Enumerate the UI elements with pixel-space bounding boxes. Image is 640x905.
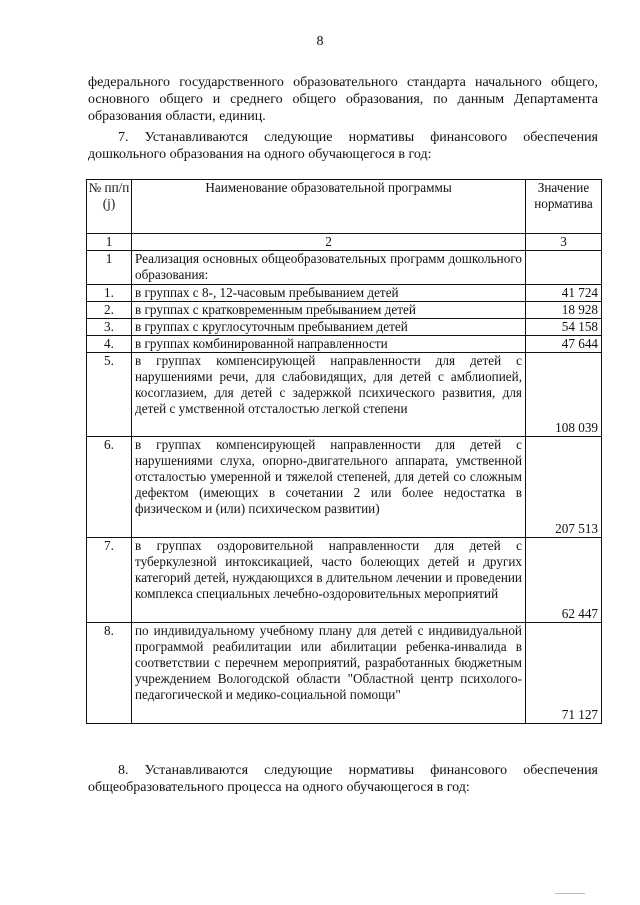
row-program-name: в группах с круглосуточным пребыванием детей xyxy=(132,319,526,336)
row-number: 1. xyxy=(87,285,132,302)
row-number: 7. xyxy=(87,538,132,623)
column-number-1: 1 xyxy=(87,234,132,251)
table-row xyxy=(87,336,602,353)
header-program-name: Наименование образовательной программы xyxy=(132,180,526,234)
row-number: 4. xyxy=(87,336,132,353)
row-program-name: в группах комбинированной направленности xyxy=(132,336,526,353)
row-number: 3. xyxy=(87,319,132,336)
table-row xyxy=(87,319,602,336)
row-value: 41 724 xyxy=(526,285,602,302)
header-value: Значение норматива xyxy=(526,180,602,234)
row-program-name: в группах оздоровительной направленности для детей с туберкулезной интоксикацией, часто болеющих детей и других категорий детей, нуждающихся в длительном лечении и проведении комплекса специальных лечебно-оздоровительных мероприятий xyxy=(132,538,526,623)
row-value: 62 447 xyxy=(526,538,602,623)
column-number-3: 3 xyxy=(526,234,602,251)
row-program-name: Реализация основных общеобразовательных программ дошкольного образования: xyxy=(132,251,526,285)
table-row xyxy=(87,353,602,437)
row-number: 8. xyxy=(87,623,132,724)
page-number: 8 xyxy=(316,34,324,49)
row-program-name: в группах с 8-, 12-часовым пребыванием детей xyxy=(132,285,526,302)
row-program-name: в группах с кратковременным пребыванием детей xyxy=(132,302,526,319)
row-number: 6. xyxy=(87,437,132,538)
row-value: 18 928 xyxy=(526,302,602,319)
column-number-2: 2 xyxy=(132,234,526,251)
table-row xyxy=(87,437,602,538)
paragraph-continuation: федерального государственного образовательного стандарта начального общего, основного общего и среднего общего образования, по данным Департамента образования области, единиц. xyxy=(88,75,598,124)
row-program-name: по индивидуальному учебному плану для детей с индивидуальной программой реабилитации или абилитации ребенка-инвалида в соответствии с перечнем мероприятий, разработанных бюджетным учреждением Вологодской области "Областной центр психолого-педагогической и медико-социальной помощи" xyxy=(132,623,526,724)
table-row xyxy=(87,285,602,302)
header-number: № пп/п (j) xyxy=(87,180,132,234)
row-value: 108 039 xyxy=(526,353,602,437)
row-value xyxy=(526,251,602,285)
paragraph-item-7: 7. Устанавливаются следующие нормативы финансового обеспечения дошкольного образования на одного обучающегося в год: xyxy=(88,130,598,162)
scan-mark xyxy=(555,893,585,900)
row-value: 207 513 xyxy=(526,437,602,538)
table-row xyxy=(87,623,602,724)
row-value: 54 158 xyxy=(526,319,602,336)
table-column-numbers-row xyxy=(87,234,602,251)
table-row xyxy=(87,251,602,285)
row-value: 47 644 xyxy=(526,336,602,353)
row-value: 71 127 xyxy=(526,623,602,724)
row-number: 2. xyxy=(87,302,132,319)
row-program-name: в группах компенсирующей направленности для детей с нарушениями слуха, опорно-двигательного аппарата, умственной отсталостью умеренной и тяжелой степеней, для детей со сложным дефектом (имеющих в сочетании 2 или более недостатка в физическом и (или) психическом развитии) xyxy=(132,437,526,538)
table-header-row xyxy=(87,180,602,234)
row-program-name: в группах компенсирующей направленности для детей с нарушениями речи, для слабовидящих, для детей с амблиопией, косоглазием, для детей с задержкой психического развития, для детей с умственной отсталостью легкой степени xyxy=(132,353,526,437)
row-number: 5. xyxy=(87,353,132,437)
table-row xyxy=(87,538,602,623)
paragraph-item-8: 8. Устанавливаются следующие нормативы финансового обеспечения общеобразовательного процесса на одного обучающегося в год: xyxy=(88,763,598,795)
normatives-table xyxy=(86,179,602,724)
row-number: 1 xyxy=(87,251,132,285)
table-row xyxy=(87,302,602,319)
